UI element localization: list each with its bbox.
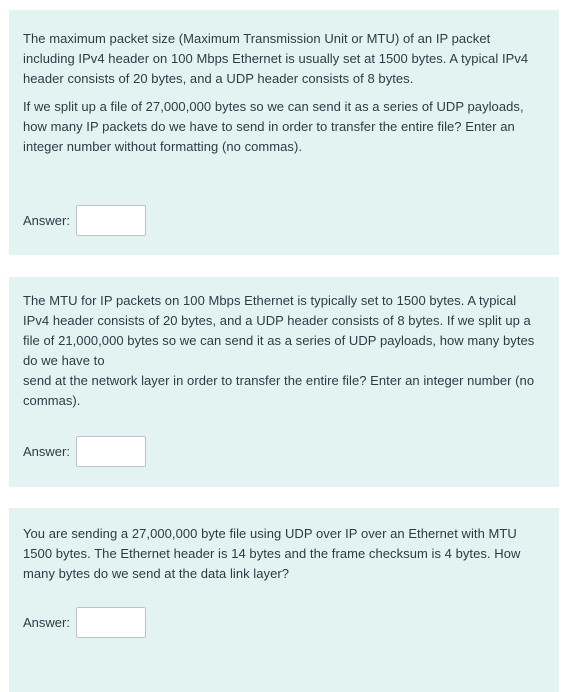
question-1-answer-input[interactable] [76,205,146,236]
question-1-paragraph-1: The maximum packet size (Maximum Transmission Unit or MTU) of an IP packet including IPv4 header on 100 Mbps Ethernet is usually set at 1500 bytes. A typical IPv4 header consists of 20 bytes, and a UDP header consists of 8 bytes. [23,31,529,86]
question-1 [9,10,559,255]
question-3-answer-row [23,607,146,638]
question-3-answer-label: Answer: [23,615,70,630]
question-3 [9,508,559,692]
question-1-answer-row [23,205,146,236]
question-3-answer-input[interactable] [76,607,146,638]
question-1-text [23,10,545,157]
question-2-answer-row [23,436,146,467]
question-3-text [23,508,545,584]
question-2-answer-input[interactable] [76,436,146,467]
question-2-answer-label: Answer: [23,444,70,459]
question-2-text [23,277,545,411]
question-1-paragraph-2: If we split up a file of 27,000,000 bytes so we can send it as a series of UDP payloads, how many IP packets do we have to send in order to transfer the entire file? Enter an integer number without formatting (no commas). [23,99,524,154]
question-2-paragraph-1: The MTU for IP packets on 100 Mbps Ethernet is typically set to 1500 bytes. A typical IPv4 header consists of 20 bytes, and a UDP header consists of 8 bytes. If we split up a file of 21,000,000 bytes so we can send it as a series of UDP payloads, how many bytes do we have to [23,293,535,368]
question-3-paragraph-1: You are sending a 27,000,000 byte file using UDP over IP over an Ethernet with MTU 1500 bytes. The Ethernet header is 14 bytes and the frame checksum is 4 bytes. How many bytes do we send at the data link layer? [23,526,521,581]
question-1-answer-label: Answer: [23,213,70,228]
question-2-paragraph-2: send at the network layer in order to transfer the entire file? Enter an integer number (no commas). [23,373,535,408]
question-2 [9,277,559,487]
